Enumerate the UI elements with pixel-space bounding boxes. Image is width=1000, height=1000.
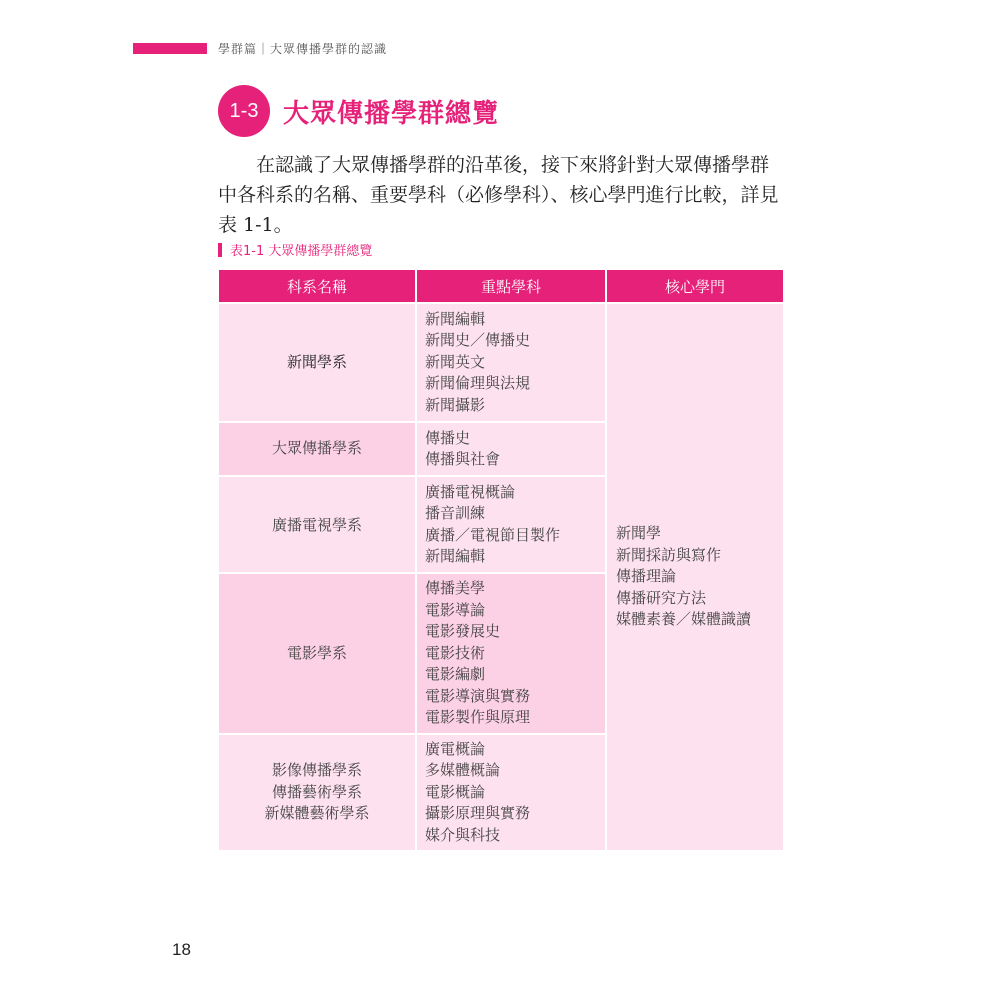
section-number-badge: 1-3 (218, 85, 270, 137)
subject-item: 播音訓練 (425, 504, 486, 522)
table-caption-text: 表1-1 大眾傳播學群總覽 (230, 244, 373, 259)
intro-paragraph: 在認識了大眾傳播學群的沿革後，接下來將針對大眾傳播學群中各科系的名稱、重要學科（必修學科）、核心學門進行比較，詳見表 1-1。 (218, 154, 779, 236)
subject-item: 電影製作與原理 (425, 708, 531, 727)
department-name: 電影學系 (286, 643, 347, 662)
subject-item: 電影導演與實務 (425, 686, 531, 705)
running-title: 學群篇｜大眾傳播學群的認識 (218, 42, 388, 56)
caption-marker (218, 243, 222, 257)
table-header-row (219, 270, 783, 302)
subject-item: 新聞倫理與法規 (425, 374, 531, 393)
core-subject-item: 傳播理論 (616, 567, 677, 586)
department-name: 傳播藝術學系 (271, 782, 362, 801)
overview-table (219, 270, 783, 850)
core-subject-item: 新聞採訪與寫作 (616, 545, 722, 564)
core-subject-item: 媒體素養／媒體識讀 (616, 610, 752, 629)
header-department: 科系名稱 (219, 270, 417, 302)
subjects-cell (417, 421, 607, 475)
subject-item: 廣電概論 (425, 739, 486, 758)
department-name: 廣播電視學系 (271, 516, 362, 534)
department-cell (219, 475, 417, 572)
department-name: 大眾傳播學系 (271, 439, 362, 458)
department-cell (219, 572, 417, 733)
subjects-cell (417, 733, 607, 850)
header-subjects: 重點學科 (417, 270, 607, 302)
subject-item: 廣播電視概論 (425, 482, 516, 501)
subject-item: 新聞編輯 (425, 547, 486, 565)
subject-item: 新聞史／傳播史 (425, 331, 531, 350)
subject-item: 電影編劇 (425, 665, 486, 684)
department-cell (219, 733, 417, 850)
subject-item: 多媒體概論 (425, 761, 501, 780)
subjects-cell (417, 302, 607, 421)
subject-item: 新聞攝影 (425, 395, 486, 414)
subject-item: 攝影原理與實務 (425, 804, 531, 823)
header-accent-bar (133, 43, 207, 54)
subject-item: 傳播史 (425, 428, 471, 447)
subject-item: 電影發展史 (425, 622, 501, 641)
header-core: 核心學門 (607, 270, 783, 302)
page-number: 18 (172, 940, 191, 959)
department-name: 新聞學系 (286, 352, 347, 371)
subjects-cell (417, 572, 607, 733)
subject-item: 電影導論 (425, 600, 486, 619)
subject-item: 傳播與社會 (425, 450, 501, 468)
subject-item: 廣播／電視節目製作 (425, 525, 561, 544)
department-name: 影像傳播學系 (271, 761, 362, 780)
subject-item: 傳播美學 (425, 579, 486, 598)
subject-item: 電影概論 (425, 782, 486, 801)
subject-item: 新聞編輯 (425, 309, 486, 328)
subject-item: 新聞英文 (425, 352, 486, 371)
core-subject-item: 新聞學 (616, 524, 662, 543)
table-row (219, 302, 783, 421)
core-subjects-cell (607, 302, 783, 850)
subject-item: 電影技術 (425, 643, 486, 662)
core-subject-item: 傳播研究方法 (616, 588, 707, 607)
department-cell (219, 421, 417, 475)
table-caption (218, 240, 372, 259)
subjects-cell (417, 475, 607, 572)
department-name: 新媒體藝術學系 (264, 804, 370, 823)
department-cell (219, 302, 417, 421)
section-title: 大眾傳播學群總覽 (283, 99, 500, 129)
subject-item: 媒介與科技 (425, 825, 501, 844)
